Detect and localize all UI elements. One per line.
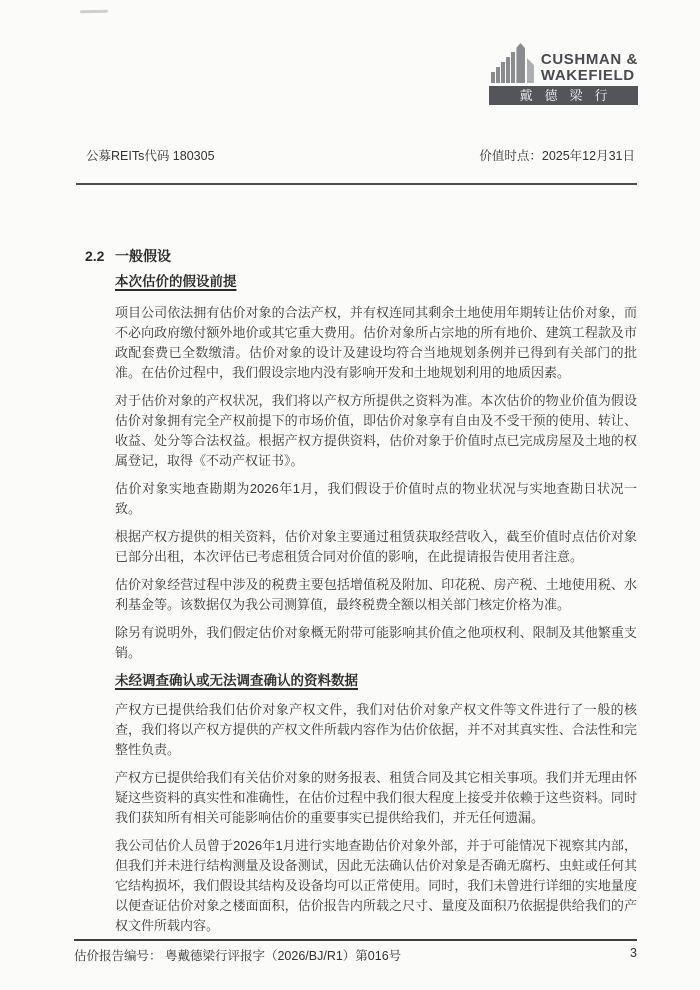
section-number: 2.2 (85, 248, 105, 264)
logo-wordmark-line1: CUSHMAN & (540, 51, 638, 68)
value-date-label: 价值时点：2025年12月31日 (479, 149, 635, 163)
paragraph-site-inspection: 我公司估价人员曾于2026年1月进行实地查勘估价对象外部，并于可能情况下视察其内部，但我们并未进行结构测量及设备测试，因此无法确认估价对象是否确无腐朽、虫蛀或任何其它结构损坏，我们假设其结构及设备均可以正常使用。同时，我们未曾进行详细的实地量度以便查证估价对象之楼面面积，估价报告内所载之尺寸、量度及面积乃依据提供给我们的产权文件所载内容。 (115, 838, 637, 933)
logo-wordmark-line2: WAKEFIELD (540, 66, 635, 84)
paragraph-financial-statements: 产权方已提供给我们有关估价对象的财务报表、租赁合同及其它相关事项。我们并无理由怀疑这些资料的真实性和准确性，在估价过程中我们很大程度上接受并依赖于这些资料。同时我们获知所有相关可能影响估价的重要事实已提供给我们，并无任何遗漏。 (115, 770, 637, 825)
section-content (115, 272, 637, 936)
paragraph-leasing-income: 根据产权方提供的相关资料，估价对象主要通过租赁获取经营收入，截至价值时点估价对象已部分出租，本次评估已考虑租赁合同对价值的影响，在此提请报告使用者注意。 (115, 529, 637, 564)
paragraph-title-documents: 产权方已提供给我们估价对象产权文件，我们对估价对象产权文件等文件进行了一般的核查，我们将以产权方提供的产权文件所载内容作为估价依据，并不对其真实性、合法性和完整性负责。 (115, 702, 637, 757)
section-title: 一般假设 (115, 248, 171, 264)
reits-code-label: 公募REITs代码 180305 (86, 149, 215, 163)
header-meta-row (86, 146, 635, 164)
paragraph-taxes: 估价对象经营过程中涉及的税费主要包括增值税及附加、印花税、房产税、土地使用税、水利基金等。该数据仅为我公司测算值，最终税费全额以相关部门核定价格为准。 (115, 577, 637, 612)
logo-wordmark (541, 52, 638, 83)
document-body (85, 246, 637, 944)
header-divider (76, 183, 637, 185)
paragraph-title-status: 对于估价对象的产权状况，我们将以产权方所提供之资料为准。本次估价的物业价值为假设估价对象拥有完全产权前提下的市场价值，即估价对象享有自由及不受干预的使用、转让、收益、处分等合法权益。根据产权方提供资料，估价对象于价值时点已完成房屋及土地的权属登记，取得《不动产权证书》。 (115, 393, 637, 468)
section-heading (85, 246, 637, 266)
paragraph-encumbrances: 除另有说明外，我们假定估价对象概无附带可能影响其价值之他项权利、限制及其他繁重支销。 (115, 625, 637, 660)
page-number: 3 (630, 946, 637, 960)
report-number: 估价报告编号： 粤戴德梁行评报字（2026/BJ/R1）第016号 (74, 949, 402, 963)
cushman-wakefield-logo (489, 43, 638, 105)
paragraph-inspection-date: 估价对象实地查勘期为2026年1月，我们假设于价值时点的物业状况与实地查勘日状况一致。 (115, 481, 637, 516)
scan-artifact (80, 10, 108, 13)
logo-top-row (489, 43, 638, 83)
page-footer (74, 939, 637, 964)
logo-cn-banner: 戴德梁行 (489, 86, 638, 105)
subsection-heading-unverified-data: 未经调查确认或无法调查确认的资料数据 (115, 673, 358, 688)
paragraph-ownership: 项目公司依法拥有估价对象的合法产权，并有权连同其剩余土地使用年期转让估价对象，而不必向政府缴付额外地价或其它重大费用。估价对象所占宗地的所有地价、建筑工程款及市政配套费已全数缴清。估价对象的设计及建设均符合当地规划条例并已得到有关部门的批准。在估价过程中，我们假设宗地内没有影响开发和土地规划利用的地质因素。 (115, 305, 637, 380)
subsection-heading-valuation-premise: 本次估价的假设前提 (115, 274, 237, 289)
building-bars-icon (491, 43, 534, 83)
